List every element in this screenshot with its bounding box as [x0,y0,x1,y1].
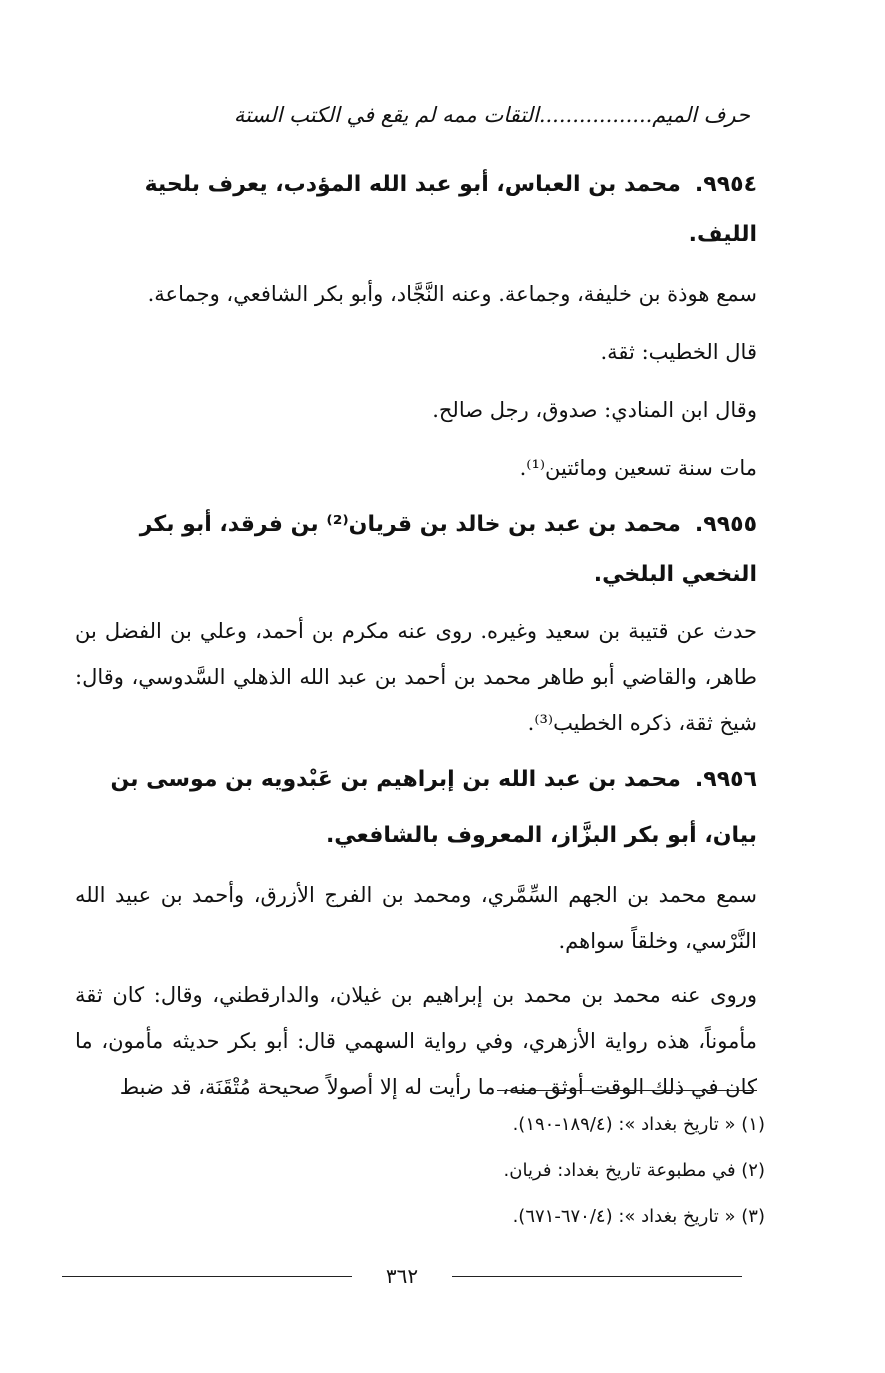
entry-number: ٩٩٥٦. [694,767,757,792]
entry-paragraph: وروى عنه محمد بن محمد بن إبراهيم بن غيلان، والدارقطني، وقال: كان ثقة مأموناً، هذه رواية الأزهري، وفي رواية السهمي قال: أبو بكر حديثه مأمون، ما كان في ذلك الوقت أوثق منه، ما رأيت له إلا أصولاً صحيحة مُتْقَنَة، قد ضبط [75,983,757,1099]
entry-title: محمد بن عبد الله بن إبراهيم بن عَبْدويه بن موسى بن بيان، أبو بكر البزَّاز، المعروف بالشافعي. [110,767,757,848]
entry-title: محمد بن عبد بن خالد بن قريان⁽²⁾ بن فرقد، أبو بكر النخعي البلخي. [139,512,757,587]
entry [75,160,757,494]
footnote: (١) « تاريخ بغداد »: (١٨٩/٤-١٩٠). [512,1114,765,1135]
running-header: حرف الميم.................التقات ممه لم يقع في الكتب الستة [233,103,750,127]
entry-number: ٩٩٥٤. [694,172,757,197]
page-number: ٣٦٢ [385,1264,419,1288]
page-footer [62,1262,742,1292]
entry-paragraph: حدث عن قتيبة بن سعيد وغيره. روى عنه مكرم بن أحمد، وعلي بن الفضل بن طاهر، والقاضي أبو طاهر محمد بن أحمد بن عبد الله الذهلي السَّدوسي، وقال: شيخ ثقة، ذكره الخطيب⁽³⁾. [75,619,757,735]
entry-title: محمد بن العباس، أبو عبد الله المؤدب، يعرف بلحية الليف. [144,172,757,247]
entry [75,500,757,746]
footnotes [75,1106,765,1244]
footer-rule-left [62,1276,352,1277]
footnote: (٣) « تاريخ بغداد »: (٦٧٠/٤-٦٧١). [512,1206,765,1227]
entry-heading [75,500,757,600]
entry-heading [75,752,757,864]
main-text [75,160,757,1116]
entry [75,752,757,1110]
entry-paragraph: وقال ابن المنادي: صدوق، رجل صالح. [432,398,757,422]
entry-paragraph: سمع محمد بن الجهم السِّمَّري، ومحمد بن الفرج الأزرق، وأحمد بن عبيد الله النَّرْسي، وخلقاً سواهم. [75,883,757,953]
footer-rule-right [452,1276,742,1277]
entry-number: ٩٩٥٥. [694,512,757,537]
footnote: (٢) في مطبوعة تاريخ بغداد: فريان. [503,1160,765,1181]
entry-paragraph: مات سنة تسعين ومائتين⁽¹⁾. [519,456,757,480]
entry-heading [75,160,757,260]
footnote-separator [497,1090,757,1091]
entry-paragraph: قال الخطيب: ثقة. [600,340,757,364]
entry-paragraph: سمع هوذة بن خليفة، وجماعة. وعنه النَّجَّاد، وأبو بكر الشافعي، وجماعة. [147,282,757,306]
